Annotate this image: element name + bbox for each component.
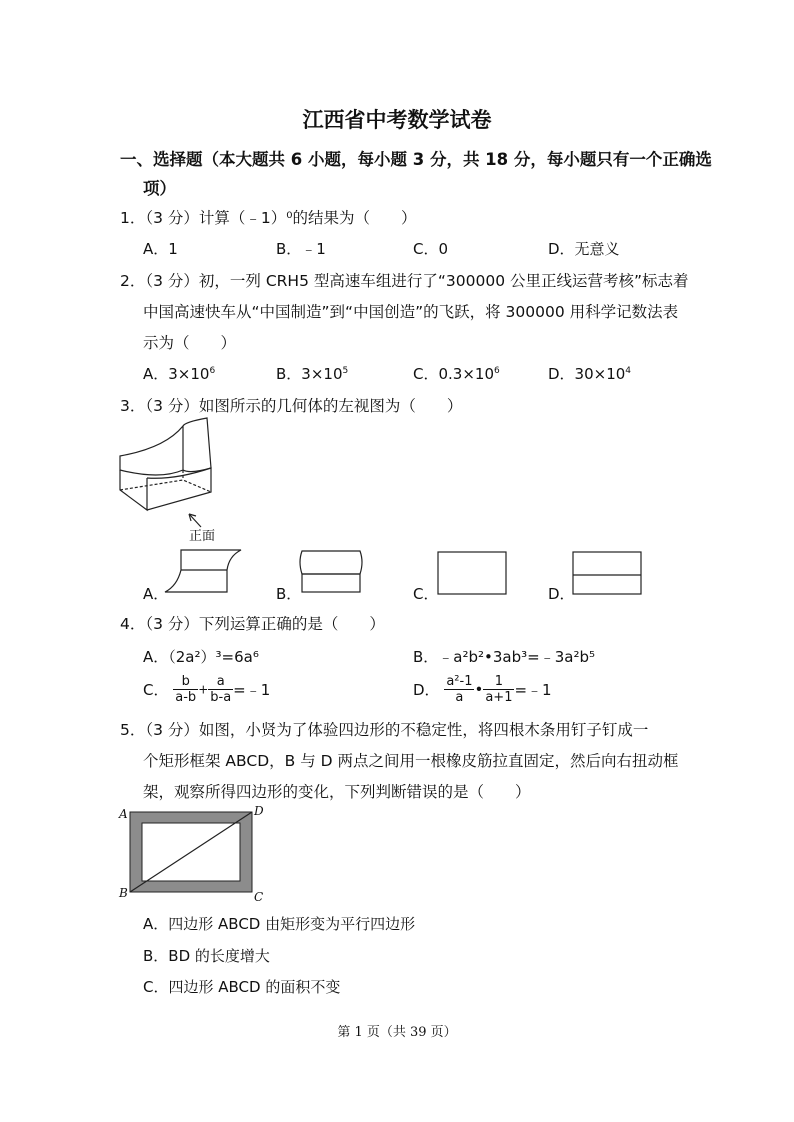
q5-stem-line1: 5．（3 分）如图，小贤为了体验四边形的不稳定性，将四根木条用钉子钉成一 — [120, 721, 649, 739]
q3-option-a-figure — [163, 550, 243, 594]
q4-option-d: D． $\frac{\text{a²-1}}{a}$ • $\frac{1}{a+1}$ =﹣1 — [413, 674, 552, 705]
q4-option-c: C． $\frac{b}{a-b}$ + $\frac{a}{b-a}$ =﹣1 — [143, 674, 271, 705]
q2-option-d: D．$30\times 10^4$ — [548, 365, 632, 383]
q1-option-a: A．1 — [143, 240, 178, 258]
q2-option-c: C．$0.3\times 10^6$ — [413, 365, 500, 383]
fraction: $\frac{a}{b-a}$ — [210, 674, 232, 705]
q5-stem-line3: 架，观察所得四边形的变化，下列判断错误的是（ ） — [143, 783, 531, 801]
q5-option-b: B．BD 的长度增大 — [143, 947, 270, 965]
section-heading-cont: 项） — [143, 179, 176, 198]
q1-option-b: B．﹣1 — [276, 240, 326, 258]
q2-stem-line2: 中国高速快车从“中国制造”到“中国创造”的飞跃，将 300000 用科学记数法表 — [143, 303, 679, 321]
q3-solid-figure — [115, 418, 225, 518]
vertex-label-c: C — [254, 890, 264, 904]
q3-stem: 3．（3 分）如图所示的几何体的左视图为（ ） — [120, 397, 463, 415]
q5-option-c: C．四边形 ABCD 的面积不变 — [143, 978, 341, 996]
q5-option-a: A．四边形 ABCD 由矩形变为平行四边形 — [143, 915, 416, 933]
fraction: $\frac{1}{a+1}$ — [485, 674, 513, 705]
q5-rectangle-frame-figure — [118, 804, 268, 904]
q1-stem: 1．（3 分）计算（﹣1）⁰的结果为（ ） — [120, 209, 417, 227]
q5-stem-line2: 个矩形框架 ABCD，B 与 D 两点之间用一根橡皮筋拉直固定，然后向右扭动框 — [143, 752, 679, 770]
q2-stem-line1: 2．（3 分）初，一列 CRH5 型高速车组进行了“300000 公里正线运营考核”标志着 — [120, 272, 689, 290]
fraction: $\frac{\text{a²-1}}{a}$ — [446, 674, 473, 705]
q3-option-a: A． — [143, 585, 169, 603]
q3-option-b-figure — [298, 550, 364, 594]
q4-stem: 4．（3 分）下列运算正确的是（ ） — [120, 615, 385, 633]
page-title: 江西省中考数学试卷 — [302, 107, 492, 132]
vertex-label-d: D — [254, 804, 264, 818]
q3-option-d-figure — [572, 551, 642, 595]
vertex-label-b: B — [119, 886, 128, 900]
q2-stem-line3: 示为（ ） — [143, 334, 237, 352]
section-heading: 一、选择题（本大题共 6 小题，每小题 3 分，共 18 分，每小题只有一个正确选 — [120, 150, 712, 169]
q2-option-b: B．$3\times 10^5$ — [276, 365, 349, 383]
vertex-label-a: A — [119, 807, 128, 821]
q3-option-c-figure — [437, 551, 507, 595]
page-footer: 第 1 页（共 39 页） — [337, 1025, 457, 1040]
fraction: $\frac{b}{a-b}$ — [175, 674, 197, 705]
q1-option-c: C．0 — [413, 240, 449, 258]
q4-option-a: A．（2a²）³=6a⁶ — [143, 648, 259, 666]
q4-option-b: B．﹣a²b²•3ab³=﹣3a²b⁵ — [413, 648, 595, 666]
q1-option-d: D．无意义 — [548, 240, 620, 258]
q3-option-b: B． — [276, 585, 302, 603]
q3-option-c: C． — [413, 585, 439, 603]
front-label: 正面 — [189, 529, 216, 544]
q2-option-a: A．$3\times 10^6$ — [143, 365, 216, 383]
q3-option-d: D． — [548, 585, 575, 603]
